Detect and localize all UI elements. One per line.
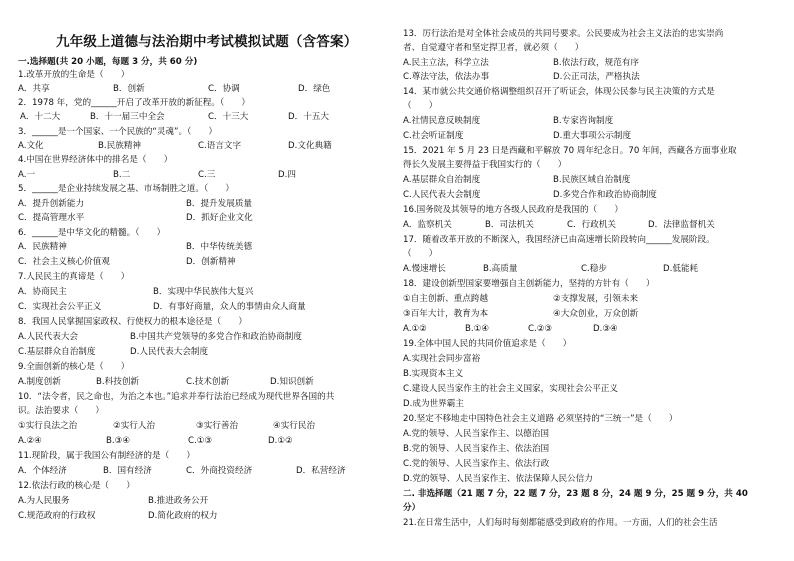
q4-option-a: A.一 bbox=[18, 170, 36, 180]
q8-option-d: D.人民代表大会制度 bbox=[130, 347, 209, 357]
q1-option-b: B．创新 bbox=[113, 84, 145, 94]
page-title: 九年级上道德与法治期中考试模拟试题（含答案） bbox=[56, 34, 358, 50]
q12-option-d: D.简化政府的权力 bbox=[148, 511, 218, 521]
q6-option-d: D．创新精神 bbox=[186, 257, 236, 267]
q8-option-c: C.基层群众自治制度 bbox=[18, 347, 96, 357]
q20-option-a: A.党的领导、人民当家作主、以德治国 bbox=[403, 429, 549, 439]
q7-option-b: B．实现中华民族伟大复兴 bbox=[153, 287, 254, 297]
q16-option-b: B．司法机关 bbox=[485, 220, 534, 230]
q1-option-c: C．协调 bbox=[208, 84, 240, 94]
q10-statement-4: ④实行民治 bbox=[273, 421, 316, 431]
question-3: 3．______是一个国家、一个民族的“灵魂”。（ ） bbox=[18, 127, 218, 137]
q19-option-c: C.建设人民当家作主的社会主义国家，实现社会公平正义 bbox=[403, 384, 618, 394]
q11-option-d: D．私营经济 bbox=[296, 466, 346, 476]
q18-option-d: D.③④ bbox=[593, 324, 618, 334]
q10-statement-2: ②实行人治 bbox=[113, 421, 156, 431]
q3-option-b: B.民族精神 bbox=[98, 141, 142, 151]
q14-option-b: B.专家咨询制度 bbox=[553, 116, 614, 126]
q2-option-b: B．十一届三中全会 bbox=[90, 112, 165, 122]
q15-option-a: A.基层群众自治制度 bbox=[403, 175, 481, 185]
q9-option-a: A.制度创新 bbox=[18, 377, 61, 387]
q20-option-c: C.党的领导、人民当家作主、依法行政 bbox=[403, 459, 550, 469]
q10-option-d: D.①② bbox=[268, 436, 293, 446]
q4-option-c: C.三 bbox=[198, 170, 216, 180]
question-10-continued: 识。法治要求（ ） bbox=[18, 406, 104, 416]
q16-option-d: D．法律监督机关 bbox=[648, 220, 715, 230]
q17-option-b: B.高质量 bbox=[483, 264, 518, 274]
q3-option-d: D.文化典籍 bbox=[288, 141, 332, 151]
q10-option-c: C.①③ bbox=[188, 436, 213, 446]
q3-option-c: C.语言文字 bbox=[198, 141, 242, 151]
question-20: 20.坚定不移地走中国特色社会主义道路 必须坚持的“三统一”是（ ） bbox=[403, 414, 678, 424]
q19-option-b: B.实现资本主义 bbox=[403, 369, 464, 379]
q18-statement-3: ③百年大计，教育为本 bbox=[403, 309, 489, 319]
question-1: 1.改革开放的生命是（ ） bbox=[18, 70, 130, 80]
q7-option-a: A．协商民主 bbox=[18, 287, 67, 297]
question-2: 2．1978 年，党的______开启了改革开放的新征程。（ ） bbox=[18, 98, 251, 108]
question-17-continued: （ ） bbox=[403, 249, 438, 259]
question-10: 10．“法令者，民之命也，为治之本也。”追求并奉行法治已经成为现代世界各国的共 bbox=[18, 392, 335, 402]
question-13: 13．厉行法治是对全体社会成员的共同号要求。公民要成为社会主义法治的忠实崇尚 bbox=[403, 29, 724, 39]
q18-statement-1: ①自主创新、重点跨越 bbox=[403, 294, 489, 304]
q6-option-b: B．中华传统美德 bbox=[186, 242, 253, 252]
section-nonchoice-heading-continued: 分） bbox=[403, 503, 421, 513]
question-12: 12.依法行政的核心是（ ） bbox=[18, 481, 135, 491]
question-19: 19.全体中国人民的共同价值追求是（ ） bbox=[403, 339, 572, 349]
q14-option-a: A.社情民意反映制度 bbox=[403, 116, 481, 126]
q18-option-c: C.②③ bbox=[528, 324, 553, 334]
q15-option-c: C.人民代表大会制度 bbox=[403, 190, 481, 200]
q4-option-d: D.四 bbox=[278, 170, 296, 180]
q5-option-d: D．抓好企业文化 bbox=[186, 213, 253, 223]
q9-option-c: C.技术创新 bbox=[186, 377, 230, 387]
q7-option-c: C．实现社会公平正义 bbox=[18, 302, 102, 312]
q6-option-a: A．民族精神 bbox=[18, 242, 67, 252]
question-8: 8．我国人民掌握国家政权、行使权力的根本途径是（ ） bbox=[18, 317, 247, 327]
q10-option-b: B.③④ bbox=[106, 436, 131, 446]
question-14-continued: （ ） bbox=[403, 101, 438, 111]
q19-option-a: A.实现社会同步富裕 bbox=[403, 354, 481, 364]
q2-option-c: C．十三大 bbox=[208, 112, 249, 122]
q5-option-a: A．提升创新能力 bbox=[18, 199, 85, 209]
q13-option-a: A.民主立法，科学立法 bbox=[403, 58, 489, 68]
q14-option-c: C.社会听证制度 bbox=[403, 131, 464, 141]
q9-option-b: B.科技创新 bbox=[96, 377, 140, 387]
q11-option-b: B．国有经济 bbox=[103, 466, 152, 476]
q15-option-b: B.民族区域自治制度 bbox=[553, 175, 631, 185]
q12-option-b: B.推进政务公开 bbox=[148, 496, 209, 506]
question-17: 17．随着改革开放的不断深入，我国经济已由高速增长阶段转向______发展阶段。 bbox=[403, 235, 715, 245]
q18-option-b: B.①④ bbox=[465, 324, 490, 334]
q13-option-c: C.尊法守法，依法办事 bbox=[403, 72, 490, 82]
q2-option-a: A．十二大 bbox=[20, 112, 61, 122]
q12-option-c: C.规范政府的行政权 bbox=[18, 511, 96, 521]
question-18: 18．建设创新型国家要增强自主创新能力，坚持的方针有（ ） bbox=[403, 279, 655, 289]
q20-option-b: B.党的领导、人民当家作主、依法治国 bbox=[403, 444, 550, 454]
q8-option-b: B.中国共产党领导的多党合作和政治协商制度 bbox=[130, 332, 302, 342]
q18-option-a: A.①② bbox=[403, 324, 427, 334]
question-5: 5．______是企业持续发展之基、市场制胜之道。（ ） bbox=[18, 184, 235, 194]
question-15-continued: 得长久发展主要得益于我国实行的（ ） bbox=[403, 160, 567, 170]
q10-option-a: A.②④ bbox=[18, 436, 42, 446]
question-7: 7.人民民主的真谛是（ ） bbox=[18, 272, 130, 282]
q19-option-d: D.成为世界霸主 bbox=[403, 399, 464, 409]
q12-option-a: A.为人民服务 bbox=[18, 496, 70, 506]
q13-option-d: D.公正司法，严格执法 bbox=[553, 72, 640, 82]
q8-option-a: A.人民代表大会 bbox=[18, 332, 79, 342]
question-15: 15．2021 年 5 月 23 日是西藏和平解放 70 周年纪念日。70 年间，西藏各方面事业取 bbox=[403, 146, 737, 156]
question-6: 6．______是中华文化的精髓。（ ） bbox=[18, 228, 166, 238]
q17-option-c: C.稳步 bbox=[581, 264, 607, 274]
q5-option-c: C．提高管理水平 bbox=[18, 213, 85, 223]
q3-option-a: A.文化 bbox=[18, 141, 44, 151]
q20-option-d: D.党的领导、人民当家作主、依法保障人民公信力 bbox=[403, 474, 593, 484]
q4-option-b: B.二 bbox=[113, 170, 131, 180]
q2-option-d: D．十五大 bbox=[288, 112, 329, 122]
q18-statement-2: ②支撑发展，引领未来 bbox=[553, 294, 639, 304]
question-4: 4.中国在世界经济体中的排名是（ ） bbox=[18, 155, 173, 165]
q15-option-d: D.多党合作和政治协商制度 bbox=[553, 190, 657, 200]
q6-option-c: C．社会主义核心价值观 bbox=[18, 257, 110, 267]
q13-option-b: B.依法行政，规范有序 bbox=[553, 58, 639, 68]
q11-option-c: C．外商投资经济 bbox=[186, 466, 253, 476]
q1-option-d: D．绿色 bbox=[298, 84, 331, 94]
q16-option-a: A．监察机关 bbox=[403, 220, 452, 230]
q9-option-d: D.知识创新 bbox=[270, 377, 314, 387]
section-choice-heading: 一.选择题(共 20 小题，每题 3 分，共 60 分) bbox=[18, 57, 198, 67]
q14-option-d: D.重大事项公示制度 bbox=[553, 131, 632, 141]
question-21: 21.在日常生活中，人们每时每刻都能感受到政府的作用。一方面，人们的社会生活 bbox=[403, 518, 718, 528]
q16-option-c: C．行政机关 bbox=[567, 220, 616, 230]
q18-statement-4: ④大众创业，万众创新 bbox=[553, 309, 639, 319]
q17-option-a: A.慢速增长 bbox=[403, 264, 446, 274]
question-9: 9.全面创新的核心是（ ） bbox=[18, 362, 130, 372]
q10-statement-3: ③实行善治 bbox=[196, 421, 239, 431]
question-13-continued: 者、自觉遵守者和坚定捍卫者，就必须（ ） bbox=[403, 43, 584, 53]
q7-option-d: D．有事好商量，众人的事情由众人商量 bbox=[153, 302, 306, 312]
q10-statement-1: ①实行良法之治 bbox=[18, 421, 78, 431]
q17-option-d: D.低能耗 bbox=[663, 264, 699, 274]
question-11: 11.现阶段，属于我国公有制经济的是（ ） bbox=[18, 451, 195, 461]
q5-option-b: B．提升发展质量 bbox=[186, 199, 253, 209]
q11-option-a: A．个体经济 bbox=[18, 466, 67, 476]
q1-option-a: A．共享 bbox=[18, 84, 50, 94]
question-16: 16.国务院及其领导的地方各级人民政府是我国的（ ） bbox=[403, 205, 623, 215]
question-14: 14．某市就公共交通价格调整组织召开了听证会，体现公民参与民主决策的方式是 bbox=[403, 87, 715, 97]
section-nonchoice-heading: 二. 非选择题（21 题 7 分，22 题 7 分，23 题 8 分，24 题 9 分，25 题 9 分，共 40 bbox=[403, 489, 748, 499]
